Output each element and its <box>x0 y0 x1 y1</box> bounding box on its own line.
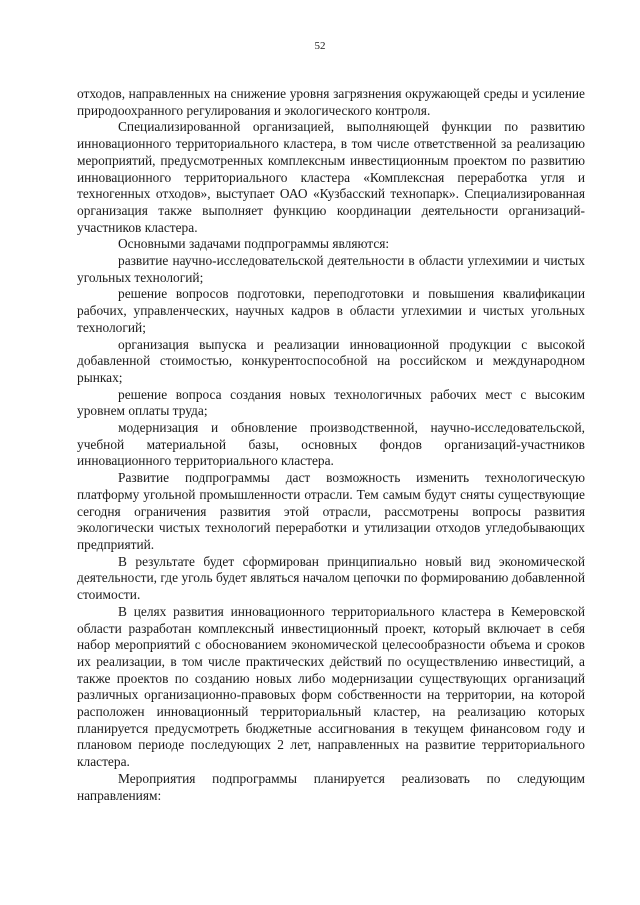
paragraph: Основными задачами подпрограммы являются: <box>118 236 390 252</box>
paragraph: Мероприятия подпрограммы планируется реализовать по следующим направлениям: <box>77 770 585 803</box>
list-item: решение вопроса создания новых технологичных рабочих мест с высоким уровнем оплаты труда; <box>77 386 585 419</box>
paragraph: В целях развития инновационного территориального кластера в Кемеровской области разработан комплексный инвестиционный проект, который включает в себя набор мероприятий с обоснованием экономической целесообразности объема и сроков их реализации, в том числе практических действий по осуществлению инвестиций, а также проектов по созданию новых либо модернизации существующих организаций различных организационно-правовых форм собственности на территории, на которой расположен инновационный территориальный кластер, на реализацию которых планируется предусмотреть бюджетные ассигнования в текущем финансовом году и плановом периоде последующих 2 лет, направленных на развитие территориального кластера. <box>77 603 585 770</box>
paragraph: Специализированной организацией, выполняющей функции по развитию инновационного территориального кластера, в том числе ответственной за реализацию мероприятий, предусмотренных комплексным инвестиционным проектом по развитию инновационного территориального кластера «Комплексная переработка угля и техногенных отходов», выступает ОАО «Кузбасский технопарк». Специализированная организация также выполняет функцию координации деятельности организаций-участников кластера. <box>77 119 585 235</box>
paragraph: отходов, направленных на снижение уровня загрязнения окружающей среды и усиление природоохранного регулирования и экологического контроля. <box>77 86 585 118</box>
list-item: развитие научно-исследовательской деятельности в области углехимии и чистых угольных технологий; <box>77 253 585 285</box>
paragraph: Развитие подпрограммы даст возможность изменить технологическую платформу угольной промышленности отрасли. Тем самым будут сняты существующие сегодня ограничения развития этой отрасли, рассмотрены вопросы развития экологически чистых технологий переработки и утилизации отходов угледобывающих предприятий. <box>77 470 585 552</box>
page-number: 52 <box>314 40 326 52</box>
list-item: организация выпуска и реализации инновационной продукции с высокой добавленной стоимостью, конкурентоспособной на российском и международном рынках; <box>77 336 585 385</box>
list-item: решение вопросов подготовки, переподготовки и повышения квалификации рабочих, управленческих, научных кадров в области углехимии и чистых угольных технологий; <box>77 286 585 335</box>
list-item: модернизация и обновление производственной, научно-исследовательской, учебной материальной базы, основных фондов организаций-участников инновационного территориального кластера. <box>77 420 585 469</box>
body-text <box>77 86 585 804</box>
paragraph: В результате будет сформирован принципиально новый вид экономической деятельности, где уголь будет являться началом цепочки по формированию добавленной стоимости. <box>77 553 585 603</box>
